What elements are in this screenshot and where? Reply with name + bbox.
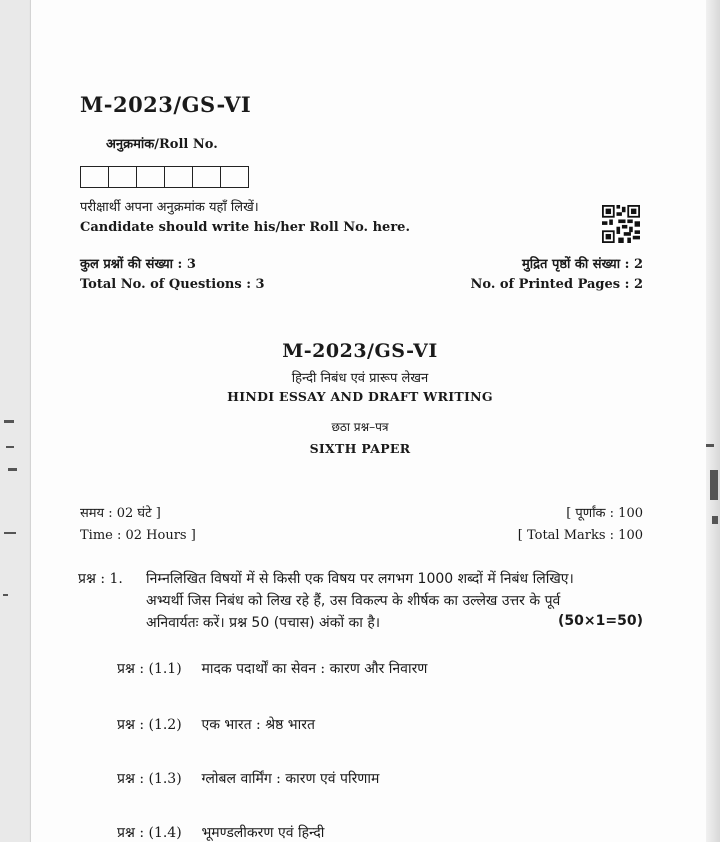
paper-number-english: SIXTH PAPER [309,441,411,456]
printed-pages-english: No. of Printed Pages : 2 [470,277,643,292]
roll-box [81,167,109,187]
printed-pages-hindi: मुद्रित पृष्ठों की संख्या : 2 [522,257,643,272]
margin-scan-mark [712,516,718,524]
subject-hindi: हिन्दी निबंध एवं प्रारूप लेखन [291,371,429,386]
roll-box [137,167,165,187]
exam-code-title: M-2023/GS-VI [80,92,252,117]
essay-option [117,659,427,678]
roll-number-boxes [80,166,249,188]
total-questions-hindi: कुल प्रश्नों की संख्या : 3 [80,257,196,272]
roll-box [193,167,221,187]
margin-scan-mark [8,468,17,471]
option-text: मादक पदार्थों का सेवन : कारण और निवारण [201,661,428,677]
question-1-number: प्रश्न : 1. [78,571,123,587]
time-hindi: समय : 02 घंटे ] [80,506,161,521]
roll-number-label: अनुक्रमांक/Roll No. [106,137,218,152]
option-number: प्रश्न : (1.2) [117,717,182,733]
roll-box [221,167,248,187]
essay-option [117,769,379,788]
margin-scan-mark [3,594,8,596]
option-number: प्रश्न : (1.3) [117,771,182,787]
subject-english: HINDI ESSAY AND DRAFT WRITING [227,389,493,404]
question-1-line: अनिवार्यतः करें। प्रश्न 50 (पचास) अंकों का है। [146,615,381,631]
roll-box [109,167,137,187]
question-1-line: अभ्यर्थी जिस निबंध को लिख रहे हैं, उस विकल्प के शीर्षक का उल्लेख उत्तर के पूर्व [146,593,561,609]
roll-note-english: Candidate should write his/her Roll No. here. [80,220,410,235]
paper-code-heading: M-2023/GS-VI [282,340,438,362]
time-english: Time : 02 Hours ] [80,528,196,543]
option-number: प्रश्न : (1.4) [117,825,182,841]
question-1-line: निम्नलिखित विषयों में से किसी एक विषय पर लगभग 1000 शब्दों में निबंध लिखिए। [146,571,574,587]
margin-scan-mark [710,470,718,500]
option-text: भूमण्डलीकरण एवं हिन्दी [201,825,325,841]
qr-code-icon [602,205,640,243]
essay-option [117,823,324,842]
option-number: प्रश्न : (1.1) [117,661,182,677]
option-text: एक भारत : श्रेष्ठ भारत [201,717,315,733]
option-text: ग्लोबल वार्मिंग : कारण एवं परिणाम [201,771,380,787]
total-questions-english: Total No. of Questions : 3 [80,277,265,292]
roll-note-hindi: परीक्षार्थी अपना अनुक्रमांक यहाँ लिखें। [80,200,259,215]
total-marks-english: [ Total Marks : 100 [517,528,643,543]
margin-scan-mark [4,532,16,534]
total-marks-hindi: [ पूर्णांक : 100 [566,506,643,521]
paper-number-hindi: छठा प्रश्न–पत्र [331,420,389,434]
question-1-marks: (50×1=50) [558,613,643,629]
roll-box [165,167,193,187]
essay-option [117,715,315,734]
